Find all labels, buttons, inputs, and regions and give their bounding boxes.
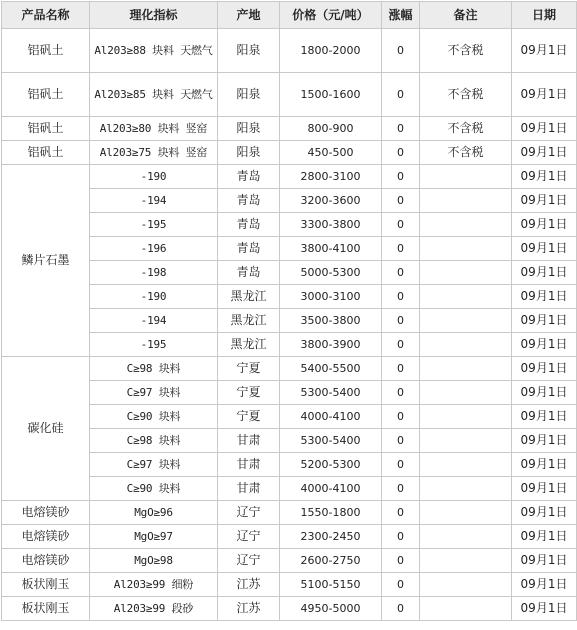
cell-change: 0 — [382, 453, 420, 477]
cell-product: 电熔镁砂 — [2, 501, 90, 525]
cell-date: 09月1日 — [512, 429, 577, 453]
cell-date: 09月1日 — [512, 141, 577, 165]
cell-date: 09月1日 — [512, 357, 577, 381]
cell-origin: 黑龙江 — [218, 309, 280, 333]
cell-spec: -194 — [90, 309, 218, 333]
cell-note — [420, 213, 512, 237]
cell-origin: 宁夏 — [218, 357, 280, 381]
cell-price: 1800-2000 — [280, 29, 382, 73]
cell-spec: MgO≥97 — [90, 525, 218, 549]
cell-change: 0 — [382, 117, 420, 141]
cell-change: 0 — [382, 309, 420, 333]
cell-note — [420, 501, 512, 525]
header-product: 产品名称 — [2, 2, 90, 29]
cell-change: 0 — [382, 189, 420, 213]
cell-price: 3800-4100 — [280, 237, 382, 261]
table-row — [2, 549, 577, 573]
cell-note: 不含税 — [420, 73, 512, 117]
cell-date: 09月1日 — [512, 453, 577, 477]
cell-spec: Al203≥75 块料 竖窑 — [90, 141, 218, 165]
cell-spec: C≥98 块料 — [90, 357, 218, 381]
cell-note — [420, 477, 512, 501]
cell-origin: 辽宁 — [218, 549, 280, 573]
cell-product: 电熔镁砂 — [2, 525, 90, 549]
cell-date: 09月1日 — [512, 549, 577, 573]
cell-note — [420, 405, 512, 429]
cell-date: 09月1日 — [512, 525, 577, 549]
cell-spec: -198 — [90, 261, 218, 285]
table-row — [2, 29, 577, 73]
cell-spec: MgO≥98 — [90, 549, 218, 573]
cell-product: 板状刚玉 — [2, 597, 90, 621]
cell-price: 4950-5000 — [280, 597, 382, 621]
cell-origin: 黑龙江 — [218, 333, 280, 357]
cell-date: 09月1日 — [512, 381, 577, 405]
cell-note: 不含税 — [420, 141, 512, 165]
cell-spec: -195 — [90, 333, 218, 357]
cell-note — [420, 309, 512, 333]
cell-change: 0 — [382, 549, 420, 573]
header-origin: 产地 — [218, 2, 280, 29]
cell-change: 0 — [382, 357, 420, 381]
cell-note — [420, 381, 512, 405]
cell-date: 09月1日 — [512, 405, 577, 429]
cell-spec: Al203≥88 块料 天燃气 — [90, 29, 218, 73]
cell-date: 09月1日 — [512, 501, 577, 525]
header-change: 涨幅 — [382, 2, 420, 29]
cell-change: 0 — [382, 477, 420, 501]
cell-note — [420, 597, 512, 621]
cell-price: 2300-2450 — [280, 525, 382, 549]
header-date: 日期 — [512, 2, 577, 29]
table-row — [2, 501, 577, 525]
cell-origin: 青岛 — [218, 261, 280, 285]
cell-spec: C≥97 块料 — [90, 453, 218, 477]
cell-date: 09月1日 — [512, 309, 577, 333]
cell-change: 0 — [382, 429, 420, 453]
cell-origin: 甘肃 — [218, 429, 280, 453]
cell-price: 5300-5400 — [280, 429, 382, 453]
cell-change: 0 — [382, 525, 420, 549]
cell-date: 09月1日 — [512, 477, 577, 501]
cell-spec: Al203≥99 段砂 — [90, 597, 218, 621]
cell-note — [420, 453, 512, 477]
cell-price: 800-900 — [280, 117, 382, 141]
cell-product: 电熔镁砂 — [2, 549, 90, 573]
cell-price: 3800-3900 — [280, 333, 382, 357]
cell-change: 0 — [382, 165, 420, 189]
cell-spec: -195 — [90, 213, 218, 237]
cell-origin: 辽宁 — [218, 525, 280, 549]
header-row — [2, 2, 577, 29]
cell-origin: 江苏 — [218, 573, 280, 597]
cell-note — [420, 573, 512, 597]
cell-price: 3000-3100 — [280, 285, 382, 309]
cell-spec: Al203≥99 细粉 — [90, 573, 218, 597]
cell-change: 0 — [382, 597, 420, 621]
cell-product: 铝矾土 — [2, 29, 90, 73]
cell-note — [420, 261, 512, 285]
cell-change: 0 — [382, 73, 420, 117]
cell-date: 09月1日 — [512, 165, 577, 189]
table-row — [2, 597, 577, 621]
cell-price: 3300-3800 — [280, 213, 382, 237]
cell-price: 1550-1800 — [280, 501, 382, 525]
cell-price: 5200-5300 — [280, 453, 382, 477]
cell-change: 0 — [382, 261, 420, 285]
price-table — [1, 1, 577, 621]
cell-product: 板状刚玉 — [2, 573, 90, 597]
cell-date: 09月1日 — [512, 261, 577, 285]
cell-spec: C≥98 块料 — [90, 429, 218, 453]
table-row — [2, 141, 577, 165]
cell-spec: -196 — [90, 237, 218, 261]
table-row — [2, 357, 577, 381]
cell-date: 09月1日 — [512, 237, 577, 261]
cell-spec: C≥90 块料 — [90, 405, 218, 429]
cell-origin: 阳泉 — [218, 141, 280, 165]
cell-spec: C≥90 块料 — [90, 477, 218, 501]
cell-spec: -194 — [90, 189, 218, 213]
cell-origin: 阳泉 — [218, 29, 280, 73]
cell-price: 4000-4100 — [280, 477, 382, 501]
cell-spec: C≥97 块料 — [90, 381, 218, 405]
cell-date: 09月1日 — [512, 213, 577, 237]
cell-origin: 宁夏 — [218, 405, 280, 429]
header-note: 备注 — [420, 2, 512, 29]
cell-note: 不含税 — [420, 29, 512, 73]
cell-product: 铝矾土 — [2, 73, 90, 117]
cell-note — [420, 165, 512, 189]
cell-note — [420, 237, 512, 261]
cell-price: 2800-3100 — [280, 165, 382, 189]
cell-spec: -190 — [90, 165, 218, 189]
cell-spec: -190 — [90, 285, 218, 309]
cell-note — [420, 357, 512, 381]
cell-change: 0 — [382, 573, 420, 597]
cell-price: 3200-3600 — [280, 189, 382, 213]
cell-origin: 辽宁 — [218, 501, 280, 525]
table-row — [2, 573, 577, 597]
cell-price: 450-500 — [280, 141, 382, 165]
cell-date: 09月1日 — [512, 333, 577, 357]
table-row — [2, 165, 577, 189]
cell-origin: 宁夏 — [218, 381, 280, 405]
cell-change: 0 — [382, 381, 420, 405]
cell-origin: 青岛 — [218, 213, 280, 237]
cell-date: 09月1日 — [512, 597, 577, 621]
cell-price: 2600-2750 — [280, 549, 382, 573]
cell-origin: 青岛 — [218, 237, 280, 261]
cell-change: 0 — [382, 285, 420, 309]
cell-spec: MgO≥96 — [90, 501, 218, 525]
cell-note — [420, 285, 512, 309]
cell-origin: 江苏 — [218, 597, 280, 621]
cell-note — [420, 525, 512, 549]
cell-origin: 阳泉 — [218, 117, 280, 141]
cell-origin: 甘肃 — [218, 477, 280, 501]
cell-price: 5400-5500 — [280, 357, 382, 381]
table-row — [2, 117, 577, 141]
cell-note: 不含税 — [420, 117, 512, 141]
cell-date: 09月1日 — [512, 117, 577, 141]
cell-change: 0 — [382, 405, 420, 429]
cell-change: 0 — [382, 141, 420, 165]
cell-date: 09月1日 — [512, 285, 577, 309]
cell-product-group: 鳞片石墨 — [2, 165, 90, 357]
cell-spec: Al203≥85 块料 天燃气 — [90, 73, 218, 117]
cell-date: 09月1日 — [512, 29, 577, 73]
cell-price: 4000-4100 — [280, 405, 382, 429]
cell-date: 09月1日 — [512, 189, 577, 213]
cell-origin: 青岛 — [218, 165, 280, 189]
table-row — [2, 73, 577, 117]
cell-change: 0 — [382, 501, 420, 525]
cell-origin: 甘肃 — [218, 453, 280, 477]
cell-origin: 青岛 — [218, 189, 280, 213]
cell-spec: Al203≥80 块料 竖窑 — [90, 117, 218, 141]
cell-product: 铝矾土 — [2, 117, 90, 141]
cell-origin: 黑龙江 — [218, 285, 280, 309]
cell-change: 0 — [382, 237, 420, 261]
cell-product-group: 碳化硅 — [2, 357, 90, 501]
cell-change: 0 — [382, 29, 420, 73]
cell-price: 5000-5300 — [280, 261, 382, 285]
header-price: 价格（元/吨） — [280, 2, 382, 29]
header-spec: 理化指标 — [90, 2, 218, 29]
cell-note — [420, 333, 512, 357]
cell-price: 1500-1600 — [280, 73, 382, 117]
cell-date: 09月1日 — [512, 573, 577, 597]
cell-price: 5100-5150 — [280, 573, 382, 597]
cell-price: 3500-3800 — [280, 309, 382, 333]
cell-price: 5300-5400 — [280, 381, 382, 405]
table-row — [2, 525, 577, 549]
cell-date: 09月1日 — [512, 73, 577, 117]
cell-note — [420, 189, 512, 213]
cell-change: 0 — [382, 333, 420, 357]
cell-product: 铝矾土 — [2, 141, 90, 165]
cell-origin: 阳泉 — [218, 73, 280, 117]
cell-change: 0 — [382, 213, 420, 237]
cell-note — [420, 549, 512, 573]
cell-note — [420, 429, 512, 453]
